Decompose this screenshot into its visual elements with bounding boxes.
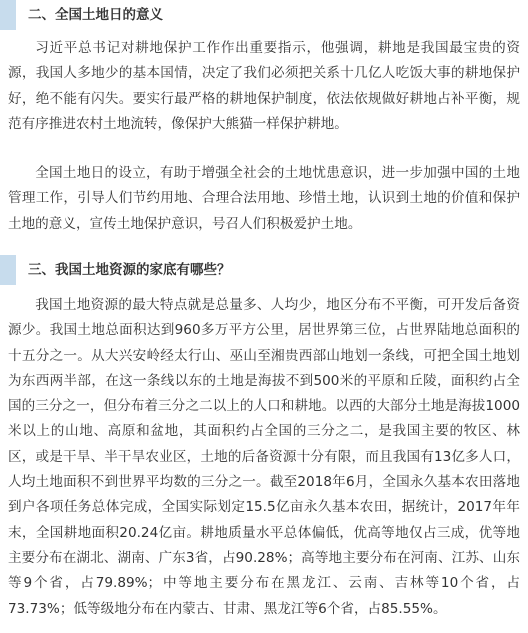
section-heading-text: 二、全国土地日的意义: [28, 7, 163, 23]
heading-accent-bar: [0, 0, 16, 30]
paragraph-land-day-purpose: 全国土地日的设立，有助于增强全社会的土地忧患意识，进一步加强中国的土地管理工作，引导人们节约用地、合理合法用地、珍惜土地，认识到土地的价值和保护土地的意义，宣传土地保护意识，号召人们积极爱护土地。: [8, 165, 520, 232]
section-heading-land-resources: [0, 255, 528, 285]
paragraph-protect-farmland: 习近平总书记对耕地保护工作作出重要指示，他强调，耕地是我国最宝贵的资源，我国人多地少的基本国情，决定了我们必须把关系十几亿人吃饭大事的耕地保护好，绝不能有闪失。要实行最严格的耕地保护制度，依法依规做好耕地占补平衡，规范有序推进农村土地流转，像保护大熊猫一样保护耕地。: [8, 40, 520, 132]
section-heading-text: 三、我国土地资源的家底有哪些？: [28, 262, 231, 278]
heading-accent-bar: [0, 255, 16, 285]
section-heading-significance: [0, 0, 528, 30]
paragraph-land-resources-facts: 我国土地资源的最大特点就是总量多、人均少，地区分布不平衡，可开发后备资源少。我国土地总面积达到960多万平方公里，居世界第三位，占世界陆地总面积的十五分之一。从大兴安岭经太行山、巫山至湘贵西部山地划一条线，可把全国土地划为东西两半部，在这一条线以东的土地是海拔不到500米的平原和丘陵，面积约占全国的三分之一，但分布着三分之二以上的人口和耕地。以西的大部分土地是海拔1000米以上的山地、高原和盆地，其面积约占全国的三分之二，是我国主要的牧区、林区，或是干旱、半干旱农业区，土地的后备资源十分有限，而且我国有13亿多人口，人均土地面积不到世界平均数的三分之一。截至2018年6月，全国永久基本农田落地到户各项任务总体完成，全国实际划定15.5亿亩永久基本农田，据统计，2017年年末，全国耕地面积20.24亿亩。耕地质量水平总体偏低，优高等地仅占三成，优等地主要分布在湖北、湖南、广东3省，占90.28%；高等地主要分布在河南、江苏、山东等9个省，占79.89%；中等地主要分布在黑龙江、云南、吉林等10个省，占73.73%；低等级地分布在内蒙古、甘肃、黑龙江等6个省，占85.55%。: [8, 297, 520, 617]
